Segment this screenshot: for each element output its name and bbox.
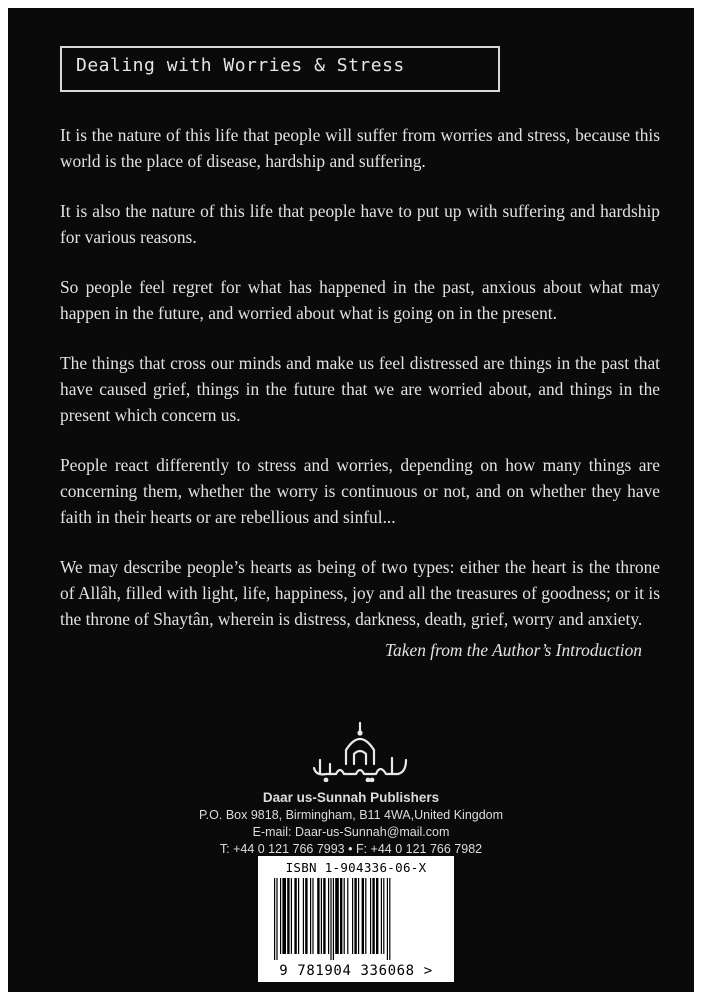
barcode-bars <box>272 878 440 960</box>
barcode-stripe <box>362 878 364 954</box>
barcode-stripe <box>333 878 334 960</box>
barcode-stripe <box>282 878 286 954</box>
barcode-box <box>258 856 454 982</box>
barcode-stripe <box>387 878 388 960</box>
title-box <box>60 46 500 92</box>
blurb-paragraph-4: The things that cross our minds and make us feel distressed are things in the past that have caused grief, things in the future that we are worried about, and things in the present which concern us. <box>60 353 660 425</box>
barcode-stripe <box>330 878 331 960</box>
barcode-stripe <box>344 878 345 954</box>
book-back-cover <box>8 8 694 992</box>
barcode-stripe <box>317 878 319 954</box>
blurb-paragraph-3: So people feel regret for what has happened in the past, anxious about what may happen in the future, and worried about what is going on in the present. <box>60 277 660 323</box>
publisher-address: P.O. Box 9818, Birmingham, B11 4WA,United Kingdom <box>198 808 504 822</box>
barcode-stripe <box>358 878 359 954</box>
barcode-stripe <box>274 878 275 960</box>
barcode-stripe <box>335 878 339 954</box>
blurb-paragraph-1: It is the nature of this life that people will suffer from worries and stress, because this world is the place of disease, hardship and suffering. <box>60 125 660 171</box>
barcode-stripe <box>294 878 296 954</box>
publisher-info <box>8 788 694 858</box>
daar-us-sunnah-logo-icon <box>306 720 414 782</box>
blurb-text <box>60 122 660 656</box>
publisher-name: Daar us-Sunnah Publishers <box>262 790 440 805</box>
blurb-paragraph-2: It is also the nature of this life that people have to put up with suffering and hardship for various reasons. <box>60 201 660 247</box>
barcode-stripe <box>381 878 382 954</box>
barcode-stripe <box>347 878 348 954</box>
barcode-stripe <box>328 878 329 954</box>
book-title: Dealing with Worries & Stress <box>76 55 405 76</box>
isbn-label: ISBN 1-904336-06-X <box>285 860 427 875</box>
barcode-stripe <box>312 878 313 954</box>
publisher-email: E-mail: Daar-us-Sunnah@mail.com <box>252 825 450 839</box>
blurb-paragraph-5: People react differently to stress and worries, depending on how many things are concerning them, whether the worry is continuous or not, and on whether they have faith in their hearts or are rebellious and sinful... <box>60 455 660 527</box>
barcode-digits: 9 781904 336068 > <box>279 963 433 979</box>
barcode-stripe <box>323 878 325 954</box>
barcode-stripe <box>280 878 281 954</box>
barcode-stripe <box>321 878 322 954</box>
barcode-stripe <box>383 878 384 954</box>
blurb-paragraph-6: We may describe people’s hearts as being of two types: either the heart is the throne of Allâh, filled with light, life, happiness, joy and all the treasures of goodness; or it is the throne of Shaytân, wherein is distress, darkness, death, grief, worry and anxiety. <box>60 557 660 629</box>
barcode-stripe <box>298 878 299 954</box>
barcode-stripe <box>291 878 292 954</box>
barcode-stripe <box>276 878 277 960</box>
barcode-stripe <box>376 878 378 954</box>
barcode-stripe <box>303 878 304 954</box>
publisher-phones: T: +44 0 121 766 7993 • F: +44 0 121 766 7982 <box>219 842 483 856</box>
barcode-stripe <box>365 878 366 954</box>
attribution: Taken from the Author’s Introduction <box>384 640 642 660</box>
barcode-stripe <box>389 878 390 960</box>
barcode-stripe <box>340 878 342 954</box>
barcode-stripe <box>310 878 311 954</box>
barcode-stripe <box>352 878 353 954</box>
barcode-stripe <box>372 878 374 954</box>
barcode-stripe <box>370 878 371 954</box>
barcode-stripe <box>287 878 289 954</box>
barcode-stripe <box>305 878 307 954</box>
barcode-stripe <box>354 878 356 954</box>
